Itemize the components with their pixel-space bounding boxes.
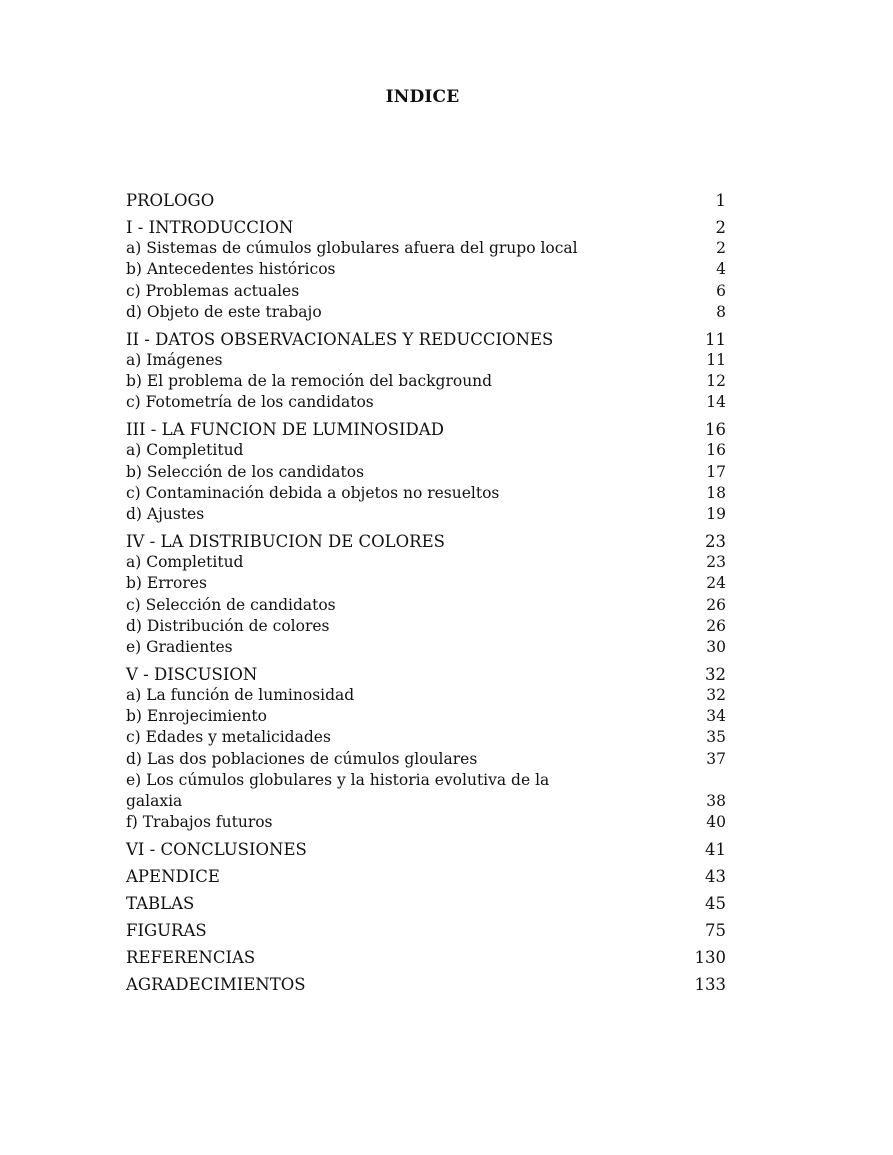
toc-entry: [126, 483, 726, 504]
toc-entry: [126, 749, 726, 770]
toc-entry-page: 34: [706, 707, 726, 726]
toc-entry-label: a) Sistemas de cúmulos globulares afuera del grupo local: [126, 239, 578, 258]
toc-chapter-colores: [126, 531, 726, 552]
toc-entry: [126, 770, 726, 812]
toc-entry: [126, 573, 726, 594]
toc-entry-page: 38: [706, 792, 726, 811]
toc-entry-label: f) Trabajos futuros: [126, 813, 273, 832]
toc-entry-label: a) Completitud: [126, 553, 244, 572]
toc-entry: [126, 281, 726, 302]
toc-chapter-luminosidad: [126, 419, 726, 440]
toc-chapter-conclusiones: [126, 839, 726, 860]
toc-entry-page: 18: [706, 483, 726, 502]
toc-entry: [126, 812, 726, 833]
toc-entry-label: d) Las dos poblaciones de cúmulos gloulares: [126, 749, 478, 768]
toc-entry-label: c) Fotometría de los candidatos: [126, 393, 374, 412]
toc-entry-label: c) Problemas actuales: [126, 281, 300, 300]
toc-entry-page: 45: [705, 894, 726, 914]
toc-chapter-introduccion: [126, 217, 726, 238]
toc-entry: [126, 392, 726, 413]
toc-chapter-apendice: [126, 866, 726, 887]
toc-entry-label: d) Ajustes: [126, 505, 205, 523]
toc-entry-label: REFERENCIAS: [126, 948, 256, 968]
toc-entry-page: 130: [694, 948, 726, 968]
toc-entry-label: AGRADECIMIENTOS: [126, 975, 306, 995]
toc-entry-label: a) Imágenes: [126, 350, 223, 369]
toc-entry-page: 35: [706, 728, 726, 747]
toc-chapter-discusion: [126, 664, 726, 685]
toc-entry: [126, 552, 726, 573]
toc-entry-page: 1: [715, 190, 726, 210]
toc-entry-label: III - LA FUNCION DE LUMINOSIDAD: [126, 420, 444, 440]
toc-entry-page: 2: [716, 239, 726, 258]
toc-entry-label: c) Contaminación debida a objetos no resueltos: [126, 483, 500, 502]
toc-entry-label: b) Antecedentes históricos: [126, 260, 336, 279]
toc-chapter-figuras: [126, 920, 726, 941]
toc-entry-page: 2: [715, 217, 726, 237]
toc-entry-label: a) Completitud: [126, 441, 244, 460]
toc-entry-page: 23: [706, 553, 726, 572]
toc-entry-label: d) Objeto de este trabajo: [126, 302, 322, 321]
toc-chapter-datos: [126, 329, 726, 350]
toc-entry-label: b) El problema de la remoción del background: [126, 372, 493, 391]
toc-entry-label: APENDICE: [126, 867, 220, 887]
toc-entry: [126, 350, 726, 371]
toc-entry-label: IV - LA DISTRIBUCION DE COLORES: [126, 531, 445, 551]
toc-entry-prologo: [126, 190, 726, 211]
toc-entry-label: TABLAS: [126, 894, 195, 914]
toc-entry-page: 32: [705, 664, 726, 684]
toc-entry-page: 16: [705, 420, 726, 440]
toc-entry: [126, 238, 726, 259]
toc-entry-page: 19: [706, 505, 726, 523]
toc-entry-label: V - DISCUSION: [126, 664, 258, 684]
toc-entry-page: 4: [716, 260, 726, 279]
toc-entry: [126, 595, 726, 616]
toc-entry: [126, 371, 726, 392]
toc-entry-page: 40: [706, 813, 726, 832]
toc-entry-page: 11: [706, 350, 726, 369]
toc-entry-label: PROLOGO: [126, 190, 215, 210]
table-of-contents: [126, 190, 726, 995]
toc-entry-page: 43: [705, 867, 726, 887]
toc-entry-page: 17: [706, 462, 726, 481]
toc-entry: [126, 706, 726, 727]
toc-entry-page: 6: [716, 281, 726, 300]
toc-entry: [126, 637, 726, 658]
page-title: INDICE: [385, 87, 460, 107]
toc-entry-page: 8: [716, 302, 726, 321]
toc-entry-page: 24: [706, 574, 726, 593]
toc-chapter-agradecimientos: [126, 974, 726, 995]
toc-entry-page: 133: [694, 975, 726, 995]
toc-entry-label: d) Distribución de colores: [126, 616, 330, 635]
toc-entry-label: VI - CONCLUSIONES: [126, 840, 307, 860]
toc-entry-page: 12: [706, 372, 726, 391]
toc-entry-label: c) Selección de candidatos: [126, 595, 336, 614]
toc-entry-label: b) Enrojecimiento: [126, 707, 267, 726]
toc-entry: [126, 504, 726, 525]
toc-entry-label: b) Errores: [126, 574, 207, 593]
toc-entry-page: 23: [705, 531, 726, 551]
toc-entry-page: 30: [706, 637, 726, 656]
toc-entry-page: 16: [706, 441, 726, 460]
toc-entry: [126, 685, 726, 706]
toc-entry-label: I - INTRODUCCION: [126, 217, 294, 237]
toc-chapter-tablas: [126, 893, 726, 914]
toc-entry: [126, 616, 726, 637]
toc-entry-label: a) La función de luminosidad: [126, 686, 355, 705]
toc-entry: [126, 259, 726, 280]
toc-chapter-referencias: [126, 947, 726, 968]
toc-entry: [126, 302, 726, 323]
toc-entry: [126, 440, 726, 461]
toc-entry-label: FIGURAS: [126, 921, 207, 941]
toc-entry-page: 26: [706, 595, 726, 614]
toc-entry-page: 14: [706, 393, 726, 412]
toc-entry-page: 26: [706, 616, 726, 635]
toc-entry-label: e) Gradientes: [126, 637, 233, 656]
toc-entry-page: 32: [706, 686, 726, 705]
toc-entry-page: 75: [705, 921, 726, 941]
toc-entry-page: 11: [705, 329, 726, 349]
toc-entry-page: 37: [706, 749, 726, 768]
toc-entry-label: e) Los cúmulos globulares y la historia evolutiva de la galaxia: [126, 770, 550, 811]
toc-entry-page: 41: [705, 840, 726, 860]
toc-entry: [126, 462, 726, 483]
toc-entry: [126, 727, 726, 748]
toc-entry-label: II - DATOS OBSERVACIONALES Y REDUCCIONES: [126, 329, 554, 349]
toc-entry-label: c) Edades y metalicidades: [126, 728, 331, 747]
toc-entry-label: b) Selección de los candidatos: [126, 462, 365, 481]
